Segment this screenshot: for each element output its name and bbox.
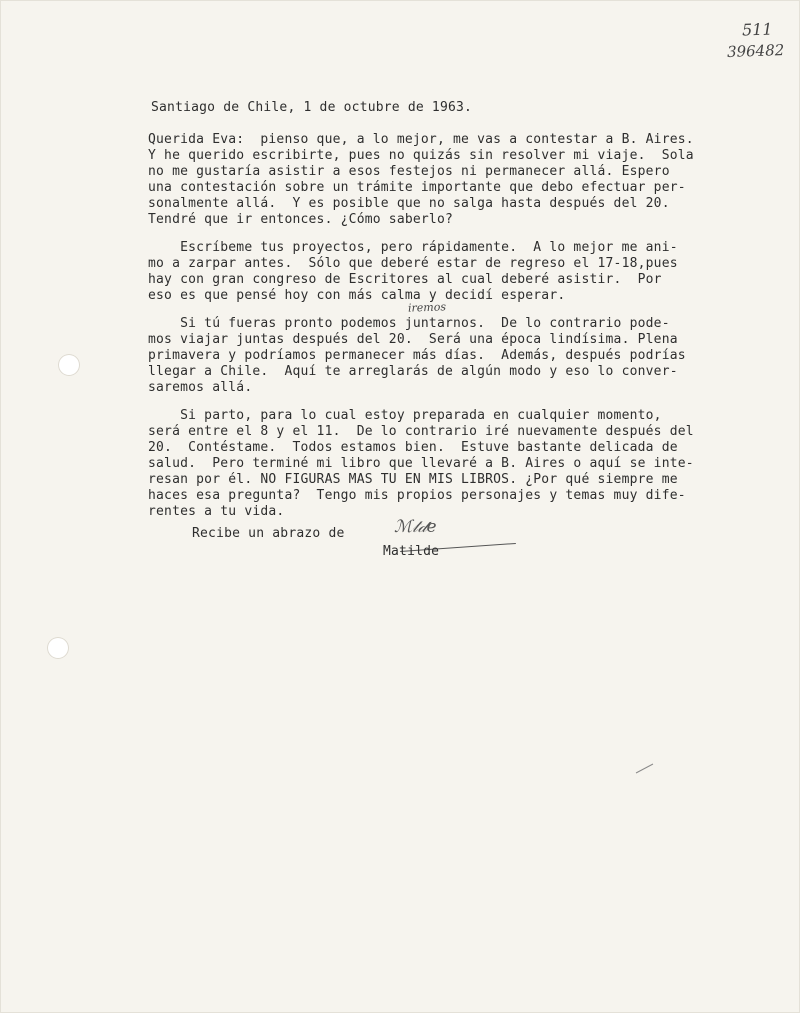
body-line: Querida Eva: pienso que, a lo mejor, me vas a contestar a B. Aires. xyxy=(148,132,694,147)
body-line: Y he querido escribirte, pues no quizás sin resolver mi viaje. Sola xyxy=(148,148,694,163)
body-line: mo a zarpar antes. Sólo que deberé estar de regreso el 17-18,pues xyxy=(148,256,678,271)
archive-catalog-number: 396482 xyxy=(726,41,785,61)
body-line: hay con gran congreso de Escritores al cual deberé asistir. Por xyxy=(148,272,662,287)
punch-hole-bottom xyxy=(47,637,69,659)
body-line: Si tú fueras pronto podemos juntarnos. De lo contrario pode- xyxy=(148,316,670,331)
body-line: sonalmente allá. Y es posible que no salga hasta después del 20. xyxy=(148,196,670,211)
archive-page-number: 511 xyxy=(741,19,773,40)
body-line: Si parto, para lo cual estoy preparada en cualquier momento, xyxy=(148,408,662,423)
body-line: llegar a Chile. Aquí te arreglarás de algún modo y eso lo conver- xyxy=(148,364,678,379)
dateline: Santiago de Chile, 1 de octubre de 1963. xyxy=(151,100,473,115)
body-line: 20. Contéstame. Todos estamos bien. Estuve bastante delicada de xyxy=(148,440,678,455)
punch-hole-top xyxy=(58,354,80,376)
body-line: resan por él. NO FIGURAS MAS TU EN MIS LIBROS. ¿Por qué siempre me xyxy=(148,472,678,487)
body-line: mos viajar juntas después del 20. Será una época lindísima. Plena xyxy=(148,332,678,347)
body-line: salud. Pero terminé mi libro que llevaré a B. Aires o aquí se inte- xyxy=(148,456,694,471)
body-line: Escríbeme tus proyectos, pero rápidamente. A lo mejor me ani- xyxy=(148,240,678,255)
signature-name: Matilde xyxy=(383,544,440,559)
body-line: saremos allá. xyxy=(148,380,253,395)
body-line: será entre el 8 y el 11. De lo contrario iré nuevamente después del xyxy=(148,424,694,439)
body-line: una contestación sobre un trámite importante que debo efectuar per- xyxy=(148,180,686,195)
handwritten-correction: iremos xyxy=(407,300,447,315)
body-line: haces esa pregunta? Tengo mis propios personajes y temas muy dife- xyxy=(148,488,686,503)
pencil-mark xyxy=(635,762,655,774)
body-line: Tendré que ir entonces. ¿Cómo saberlo? xyxy=(148,212,454,227)
body-line: no me gustaría asistir a esos festejos ni permanecer allá. Espero xyxy=(148,164,670,179)
body-line: primavera y podríamos permanecer más días. Además, después podrías xyxy=(148,348,686,363)
body-line: eso es que pensé hoy con más calma y decidí esperar. xyxy=(148,288,566,303)
closing-line: Recibe un abrazo de xyxy=(192,526,345,541)
signature-scribble: ℳ𝓉𝒹𝑒 xyxy=(394,517,437,537)
body-line: rentes a tu vida. xyxy=(148,504,285,519)
